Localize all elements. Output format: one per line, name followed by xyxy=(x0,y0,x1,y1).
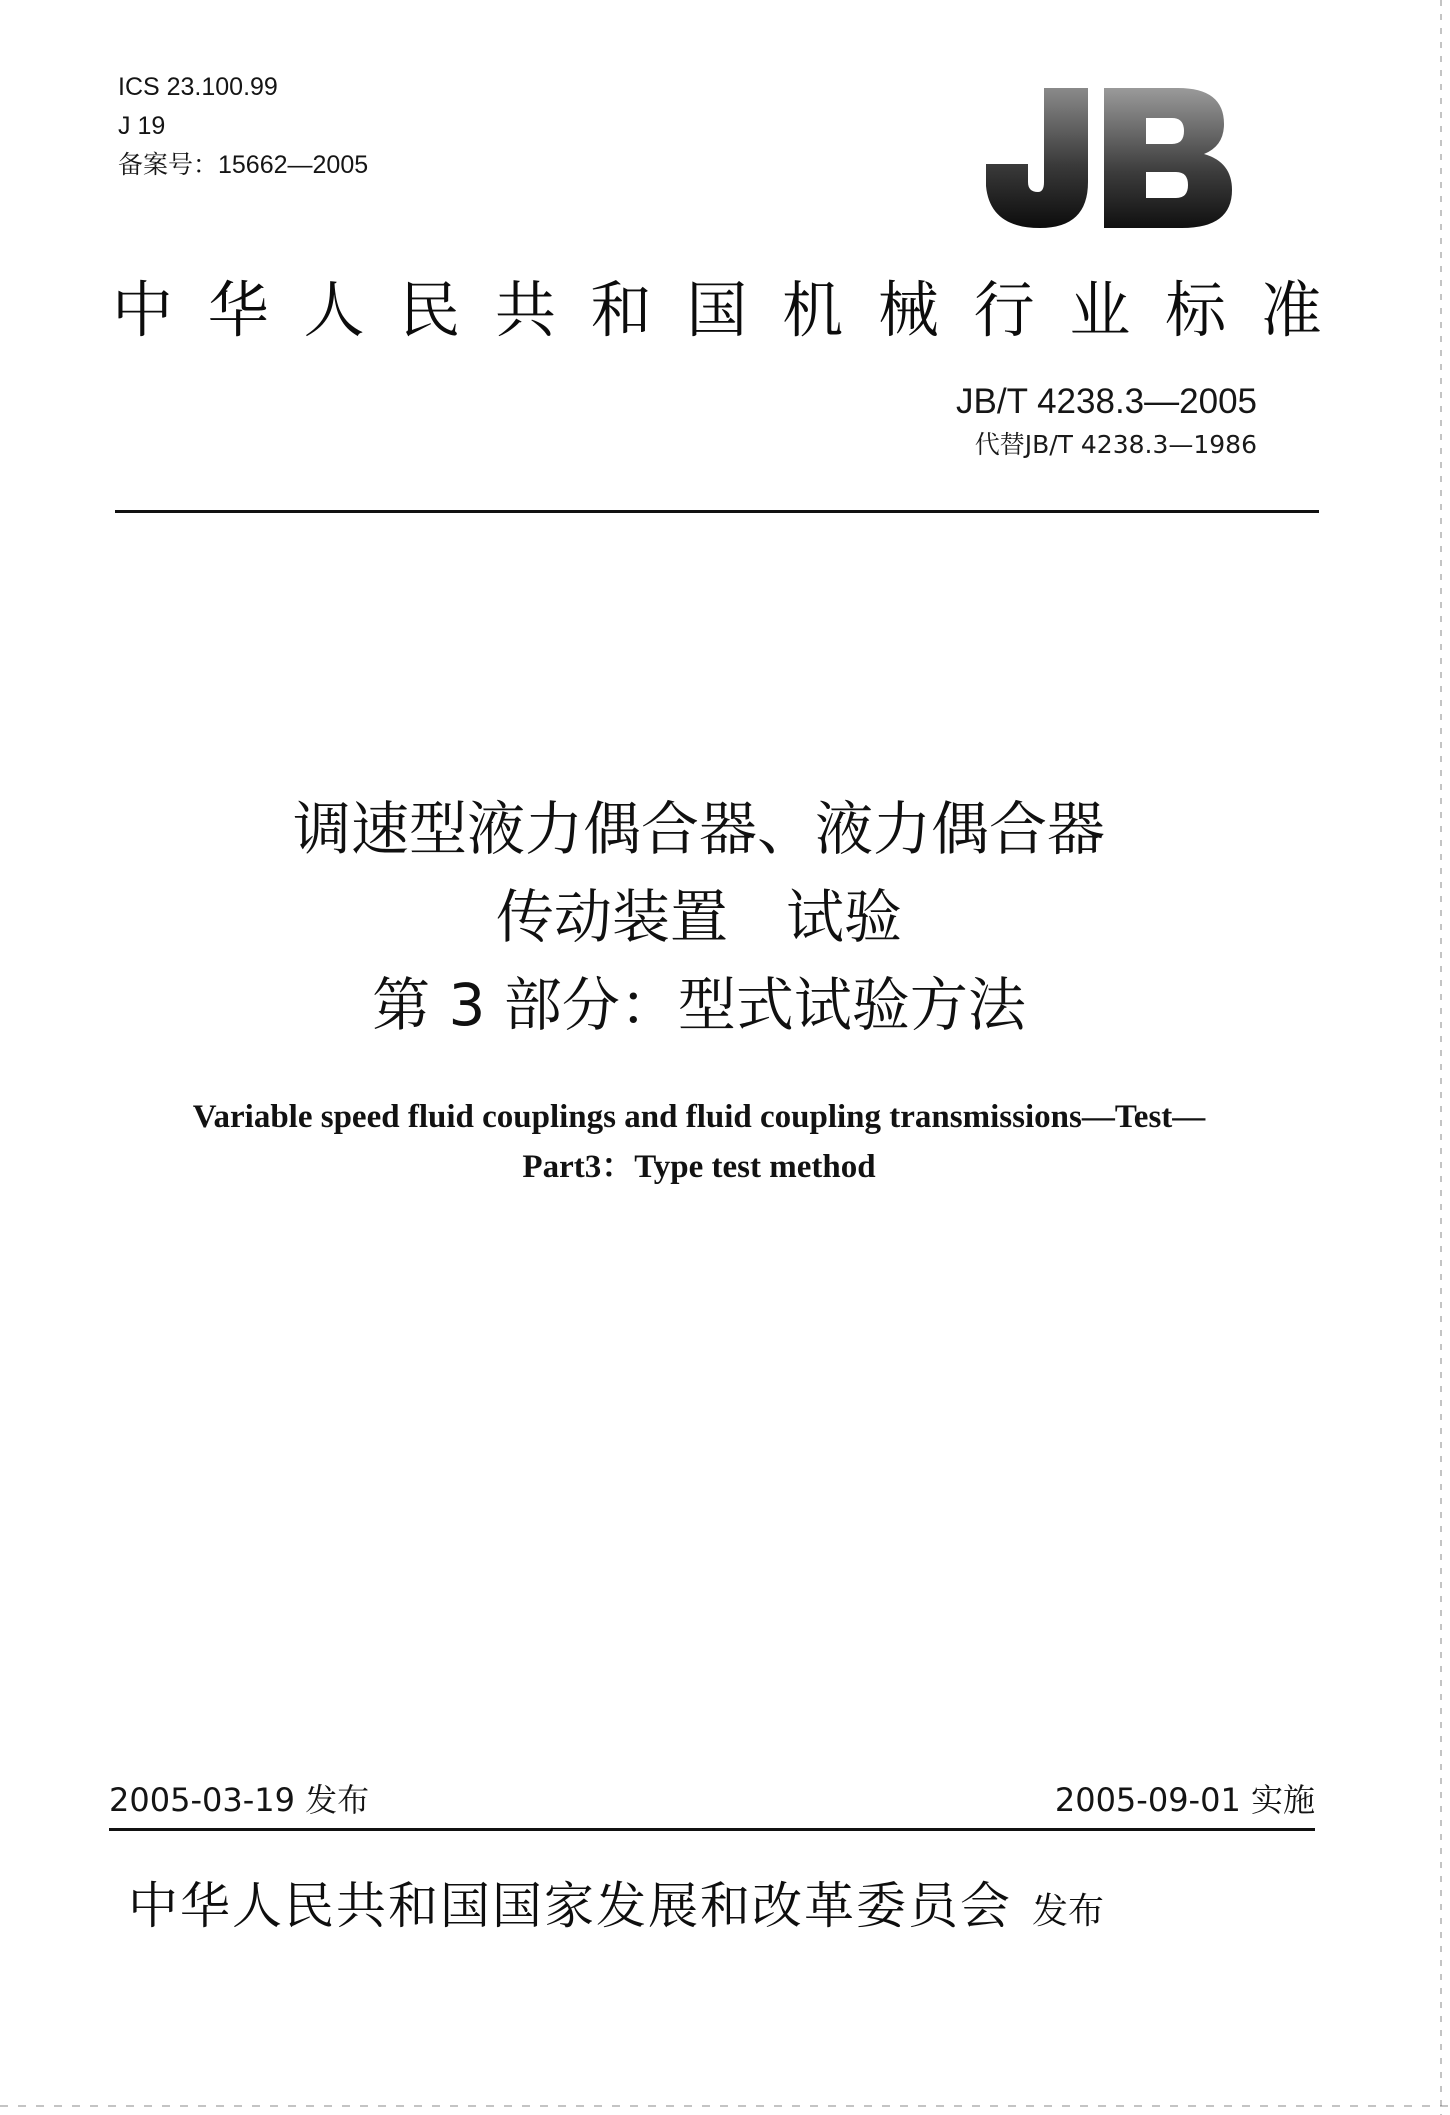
title-en-line2: Part3：Type test method xyxy=(522,1149,876,1185)
issue-date: 2005-03-19 发布 xyxy=(109,1781,370,1819)
title-cn-line1: 调速型液力偶合器、液力偶合器 xyxy=(292,795,1105,863)
title-char: 行 xyxy=(973,275,1035,346)
scan-edge-bottom xyxy=(0,2105,1450,2107)
title-char: 业 xyxy=(1069,275,1131,346)
standard-number: JB/T 4238.3—2005 xyxy=(956,382,1257,421)
header-divider xyxy=(115,510,1319,513)
issuing-authority xyxy=(128,1866,1104,1938)
title-char: 标 xyxy=(1165,275,1227,346)
record-number: 备案号：15662—2005 xyxy=(118,151,369,179)
scan-edge-right xyxy=(1440,0,1442,2115)
title-char: 和 xyxy=(590,275,652,346)
title-en-line1: Variable speed fluid couplings and fluid coupling transmissions—Test— xyxy=(192,1099,1206,1135)
title-char: 国 xyxy=(686,275,748,346)
title-cn-line3: 第 3 部分：型式试验方法 xyxy=(372,971,1026,1039)
effective-date: 2005-09-01 实施 xyxy=(1054,1781,1315,1819)
title-char: 人 xyxy=(303,275,365,346)
standard-category-title xyxy=(112,266,1322,356)
issuer-name: 中华人民共和国国家发展和改革委员会 xyxy=(128,1877,1012,1935)
title-char: 准 xyxy=(1260,275,1322,346)
title-char: 民 xyxy=(399,275,461,346)
title-char: 械 xyxy=(877,275,939,346)
replaces-standard: 代替JB/T 4238.3—1986 xyxy=(974,430,1257,459)
document-title-english xyxy=(0,1092,1398,1192)
title-cn-line2: 传动装置 试验 xyxy=(495,883,902,951)
title-char: 共 xyxy=(494,275,556,346)
title-char: 机 xyxy=(782,275,844,346)
issuer-action: 发布 xyxy=(1032,1891,1105,1932)
class-code: J 19 xyxy=(118,112,166,140)
jb-logo xyxy=(982,82,1242,232)
classification-info xyxy=(118,68,368,185)
title-char: 华 xyxy=(207,275,269,346)
document-title-chinese xyxy=(0,785,1398,1049)
dates-row xyxy=(109,1776,1315,1824)
title-char: 中 xyxy=(112,275,174,346)
ics-code: ICS 23.100.99 xyxy=(118,73,278,101)
footer-divider xyxy=(109,1828,1315,1831)
